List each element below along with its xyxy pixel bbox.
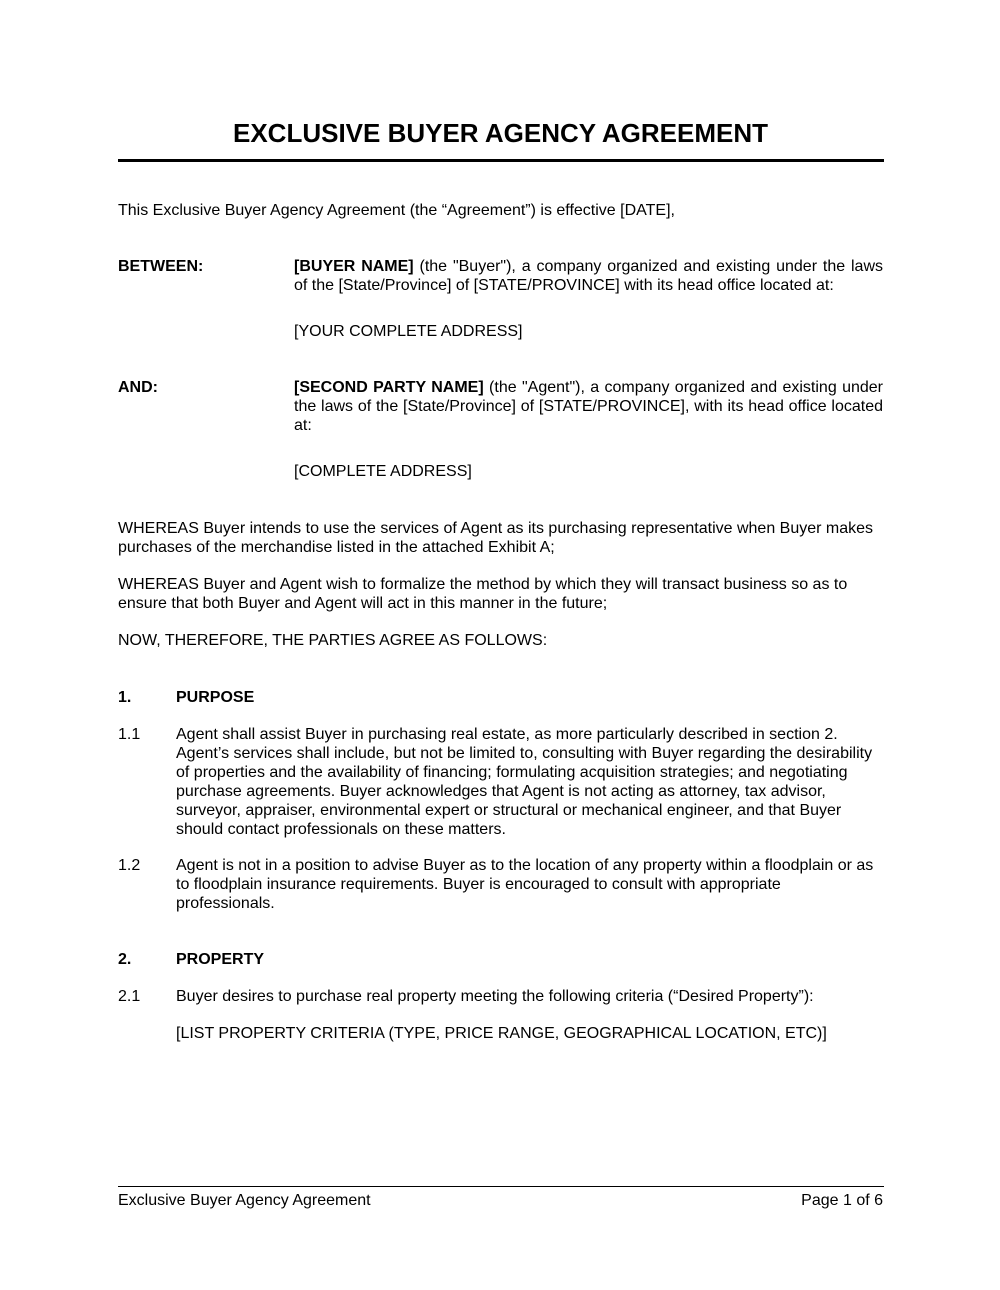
and-label: AND: [118, 379, 158, 396]
footer-page-number: Page 1 of 6 [801, 1192, 883, 1209]
recital-2: WHEREAS Buyer and Agent wish to formalize the method by which they will transact business so as to ensure that both Buyer and Agent will act in this manner in the future; [118, 576, 848, 612]
between-label: BETWEEN: [118, 258, 204, 275]
footer-document-title: Exclusive Buyer Agency Agreement [118, 1192, 371, 1209]
clause-1-1-text: Agent shall assist Buyer in purchasing real estate, as more particularly described in section 2. Agent’s services shall include, but not be limited to, consulting with Buyer regarding the desirability of properties and the availability of financing; formulating acquisition strategies; and negotiating purchase agreements. Buyer acknowledges that Agent is not acting as attorney, tax advisor, surveyor, appraiser, environmental expert or structural or mechanical engineer, and that Buyer should contact professionals on these matters. [176, 726, 873, 838]
section-1-title: PURPOSE [176, 689, 255, 706]
agent-address: [COMPLETE ADDRESS] [294, 463, 472, 480]
recital-1: WHEREAS Buyer intends to use the services of Agent as its purchasing representative when Buyer makes purchases of the merchandise listed in the attached Exhibit A; [118, 520, 874, 556]
clause-1-2-number: 1.2 [118, 857, 141, 874]
document-title: EXCLUSIVE BUYER AGENCY AGREEMENT [232, 118, 768, 148]
recital-3: NOW, THEREFORE, THE PARTIES AGREE AS FOLLOWS: [118, 632, 548, 649]
section-1-number: 1. [118, 689, 132, 706]
title-divider [118, 159, 884, 162]
clause-2-1-text: Buyer desires to purchase real property meeting the following criteria (“Desired Property”): [176, 988, 814, 1005]
agent-description: (the "Agent"), a company organized and existing under the laws of the [State/Province] of [STATE/PROVINCE], with its head office located at: [294, 379, 884, 434]
clause-2-1-number: 2.1 [118, 988, 141, 1005]
property-criteria-placeholder: [LIST PROPERTY CRITERIA (TYPE, PRICE RANGE, GEOGRAPHICAL LOCATION, ETC)] [176, 1025, 827, 1042]
buyer-name: [BUYER NAME] [294, 258, 414, 275]
section-2-number: 2. [118, 951, 132, 968]
agent-party-text [294, 378, 883, 435]
buyer-address: [YOUR COMPLETE ADDRESS] [294, 323, 523, 340]
agent-name: [SECOND PARTY NAME] [294, 379, 484, 396]
clause-1-1-number: 1.1 [118, 726, 141, 743]
clause-1-2-text: Agent is not in a position to advise Buyer as to the location of any property within a floodplain or as to floodplain insurance requirements. Buyer is encouraged to consult with appropriate professionals. [176, 857, 874, 912]
buyer-party-text [294, 257, 883, 295]
section-2-title: PROPERTY [176, 951, 265, 968]
intro-paragraph: This Exclusive Buyer Agency Agreement (the “Agreement”) is effective [DATE], [118, 202, 675, 219]
buyer-description: (the "Buyer"), a company organized and existing under the laws of the [State/Province] of [STATE/PROVINCE] with its head office located at: [294, 258, 883, 294]
footer-divider [118, 1186, 884, 1187]
